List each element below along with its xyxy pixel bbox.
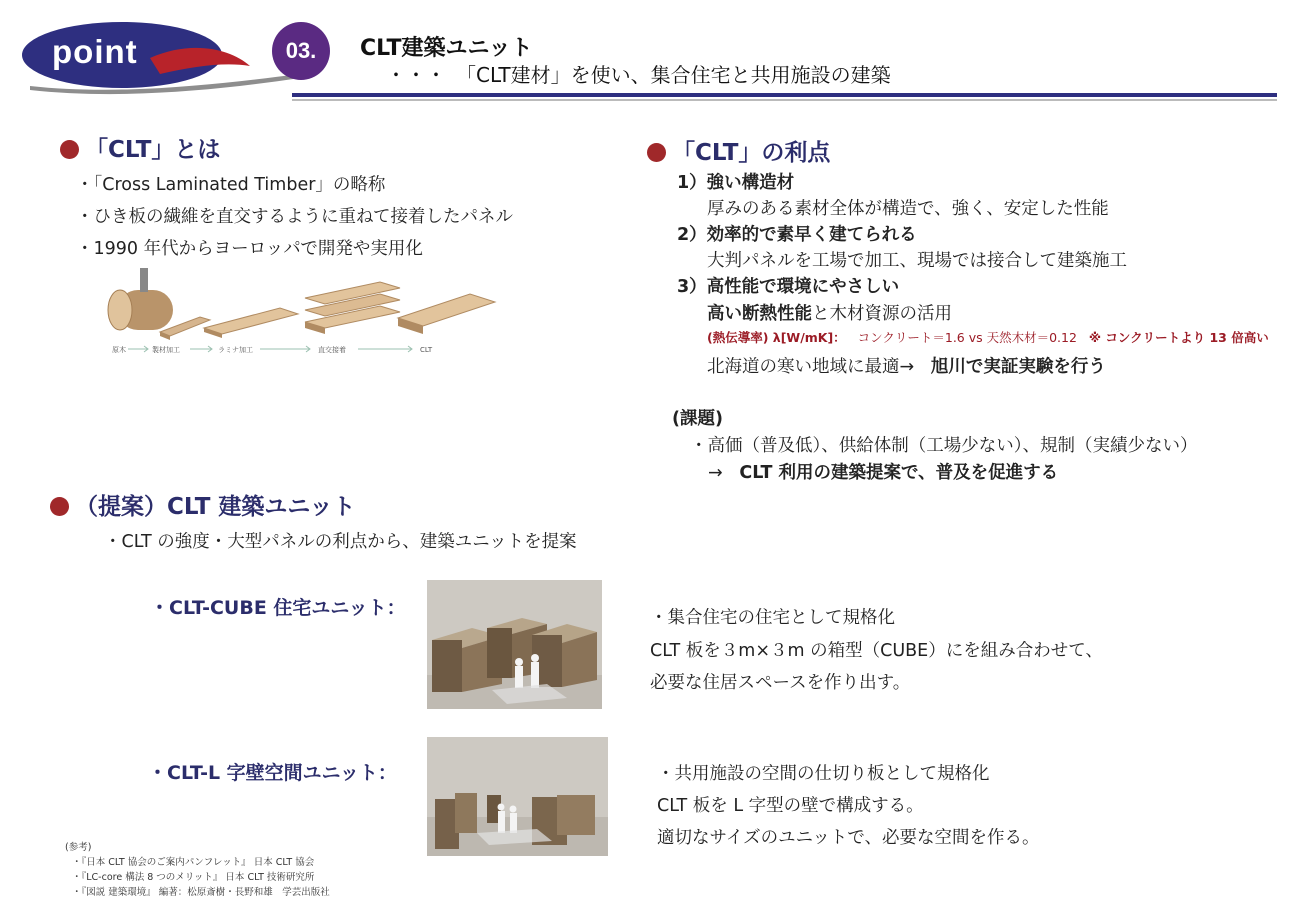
diagram-label: 製材加工 [152,346,180,354]
bullet-dot-icon [60,140,79,159]
section-number-badge: 03. [272,22,330,80]
issues-text: ・高価（普及低）、供給体制（工場少ない）、規制（実績少ない） [690,436,1198,456]
header-rule-shadow [292,99,1277,101]
cube-unit-photo [427,580,602,709]
lamina-icon [204,308,298,338]
diagram-label: CLT [420,346,433,354]
unit-desc-line: CLT 板を L 字型の壁で構成する。 [657,796,924,816]
unit-label-lwall: ・CLT-L 字壁空間ユニット： [148,762,397,784]
diagram-label: ラミナ加工 [218,346,253,354]
clt-process-diagram [100,262,510,362]
clt-intro-bullet: ・1990 年代からヨーロッパで開発や実用化 [76,239,423,259]
diagram-label: 直交接着 [318,346,346,354]
bullet-dot-icon [50,497,69,516]
unit-desc-line: CLT 板を３m×３m の箱型（CUBE）にを組み合わせて、 [650,641,1103,661]
proposal-heading: （提案）CLT 建築ユニット [50,488,356,521]
references-heading: (参考) [65,842,92,853]
unit-desc-line: ・共用施設の空間の仕切り板として規格化 [657,764,990,784]
clt-intro-bullet: ・「Cross Laminated Timber」の略称 [76,175,386,195]
clt-intro-bullet: ・ひき板の繊維を直交するように重ねて接着したパネル [76,207,514,227]
logo-text: point [52,33,138,70]
log-icon [108,268,173,330]
thermal-conductivity-note: (熱伝導率) λ[W/mK]： コンクリート＝1.6 vs 天然木材＝0.12 ※ コンクリートより 13 倍高い [707,330,1269,345]
unit-desc-line: 必要な住居スペースを作り出す。 [650,673,911,693]
issues-heading: (課題) [672,409,723,429]
advantage-title: 1）強い構造材 [677,173,795,193]
stacked-panels-icon [305,282,400,334]
proposal-intro: ・CLT の強度・大型パネルの利点から、建築ユニットを提案 [104,532,577,552]
page-subtitle: ・・・ 「CLT建材」を使い、集合住宅と共用施設の建築 [386,63,891,87]
unit-desc-line: 適切なサイズのユニットで、必要な空間を作る。 [657,828,1040,848]
advantages-heading: 「CLT」の利点 [647,134,830,167]
reference-item: ・『図説 建築環境』 編著：松原斎樹・長野和雄 学芸出版社 [72,887,330,898]
advantage-desc: 高い断熱性能と木材資源の活用 [707,304,952,324]
clt-intro-heading: 「CLT」とは [60,131,220,164]
wood-cube-icon [532,624,597,687]
issues-conclusion: → CLT 利用の建築提案で、普及を促進する [708,463,1059,483]
clt-panel-icon [398,294,495,334]
header-rule [292,93,1277,97]
hokkaido-line: 北海道の寒い地域に最適→ 旭川で実証実験を行う [707,357,1106,377]
advantage-title: 3）高性能で環境にやさしい [677,277,900,297]
unit-desc-line: ・集合住宅の住宅として規格化 [650,608,895,628]
reference-item: ・『LC-core 構法 8 つのメリット』 日本 CLT 技術研究所 [72,872,315,883]
advantage-title: 2）効率的で素早く建てられる [677,225,917,245]
logo-swoosh-icon [0,0,300,110]
unit-label-cube: ・CLT-CUBE 住宅ユニット： [150,597,406,619]
advantage-desc: 大判パネルを工場で加工、現場では接合して建築施工 [707,251,1127,271]
diagram-label: 原木 [112,346,126,354]
advantage-desc: 厚みのある素材全体が構造で、強く、安定した性能 [707,199,1109,219]
bullet-dot-icon [647,143,666,162]
page-title: CLT建築ユニット [360,36,533,61]
lwall-unit-photo [427,737,608,856]
reference-item: ・『日本 CLT 協会のご案内パンフレット』 日本 CLT 協会 [72,857,315,868]
